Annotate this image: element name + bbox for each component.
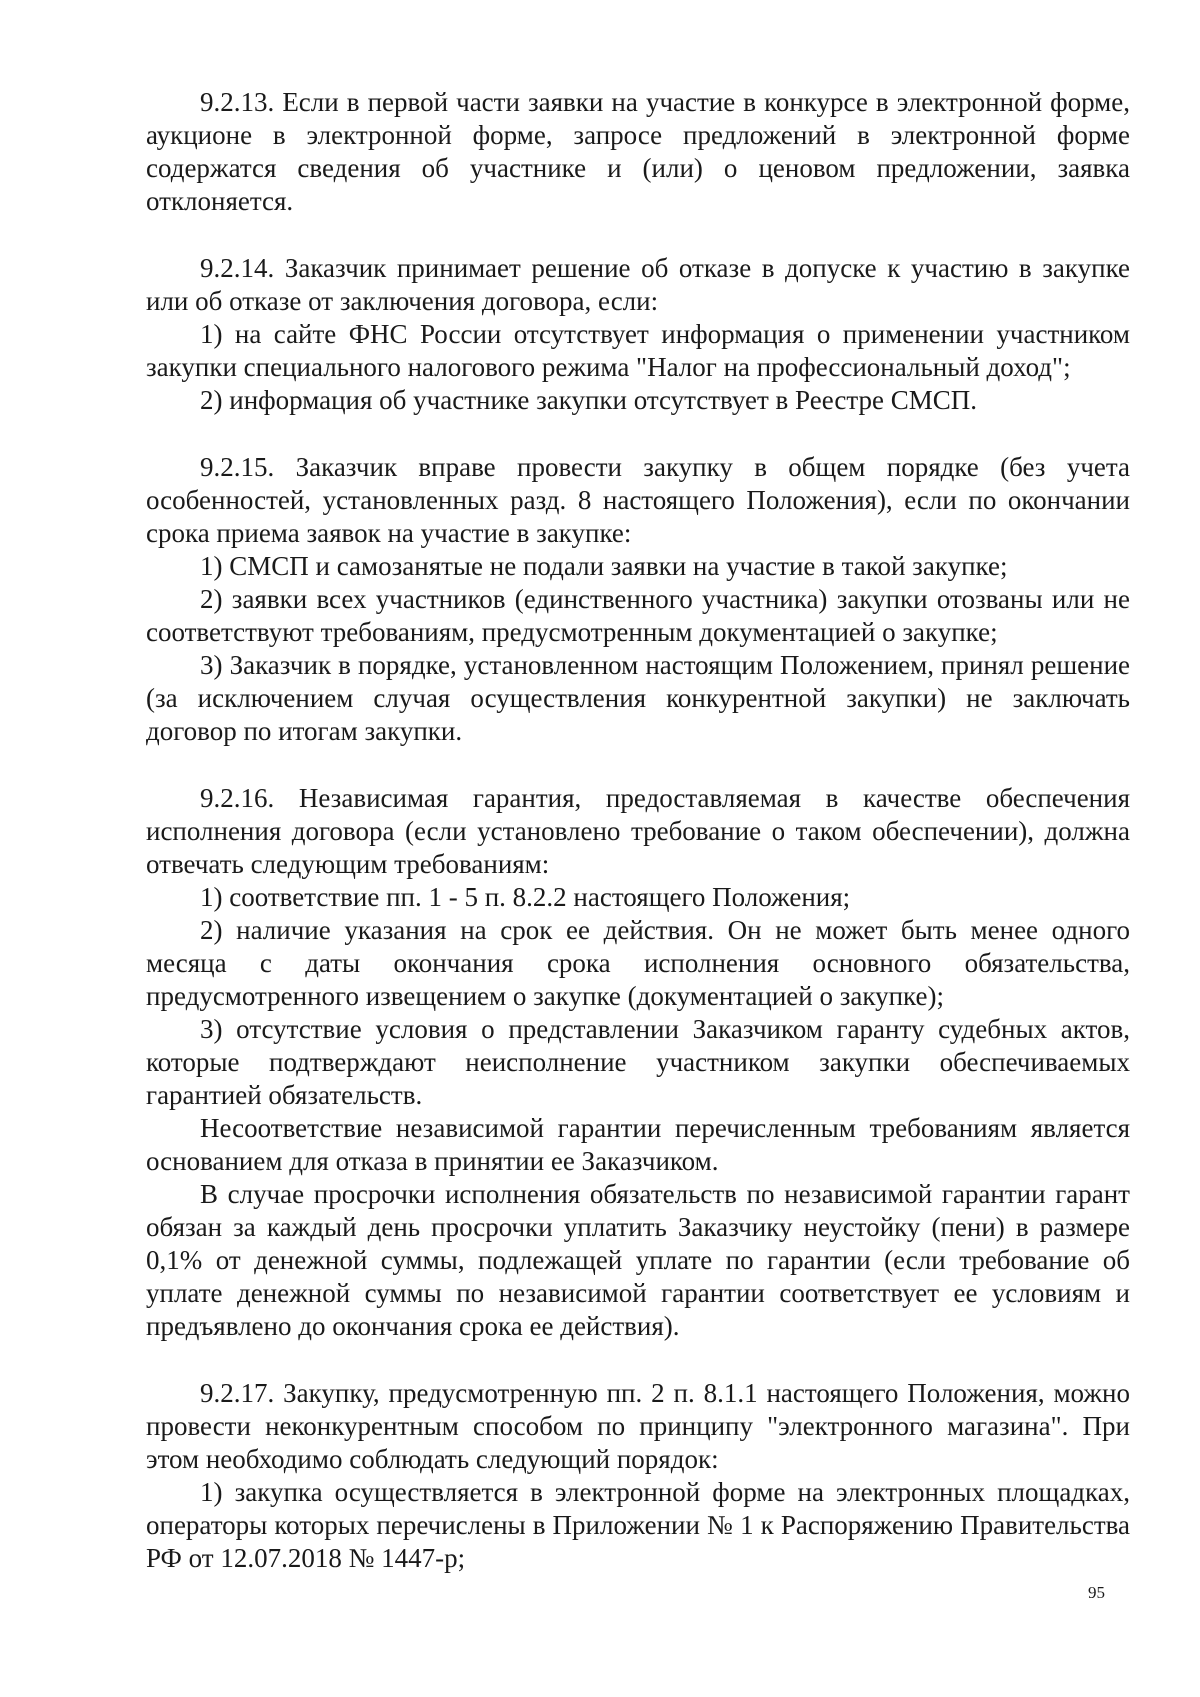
clause-paragraph: 9.2.17. Закупку, предусмотренную пп. 2 п. 8.1.1 настоящего Положения, можно провести неконкурентным способом по принципу "электронного магазина". При этом необходимо соблюдать следующий порядок: xyxy=(146,1378,1130,1474)
list-item-paragraph: 1) соответствие пп. 1 - 5 п. 8.2.2 настоящего Положения; xyxy=(200,882,851,912)
section xyxy=(146,451,1130,748)
section xyxy=(146,252,1130,417)
list-item-paragraph: 2) заявки всех участников (единственного участника) закупки отозваны или не соответствуют требованиям, предусмотренным документацией о закупке; xyxy=(146,584,1130,647)
clause-paragraph: 9.2.14. Заказчик принимает решение об отказе в допуске к участию в закупке или об отказе от заключения договора, если: xyxy=(146,253,1130,316)
clause-paragraph: 9.2.13. Если в первой части заявки на участие в конкурсе в электронной форме, аукционе в электронной форме, запросе предложений в электронной форме содержатся сведения об участнике и (или) о ценовом предложении, заявка отклоняется. xyxy=(146,87,1130,216)
list-item-paragraph: 3) отсутствие условия о представлении Заказчиком гаранту судебных актов, которые подтверждают неисполнение участником закупки обеспечиваемых гарантией обязательств. xyxy=(146,1014,1130,1110)
document-body xyxy=(146,86,1130,1575)
list-item-paragraph: 2) информация об участнике закупки отсутствует в Реестре СМСП. xyxy=(200,385,977,415)
clause-paragraph: 9.2.15. Заказчик вправе провести закупку в общем порядке (без учета особенностей, установленных разд. 8 настоящего Положения), если по окончании срока приема заявок на участие в закупке: xyxy=(146,452,1130,548)
list-item-paragraph: 1) на сайте ФНС России отсутствует информация о применении участником закупки специального налогового режима "Налог на профессиональный доход"; xyxy=(146,319,1130,382)
list-item-paragraph: 2) наличие указания на срок ее действия. Он не может быть менее одного месяца с даты окончания срока исполнения основного обязательства, предусмотренного извещением о закупке (документацией о закупке); xyxy=(146,915,1130,1011)
list-item-paragraph: 1) СМСП и самозанятые не подали заявки на участие в такой закупке; xyxy=(200,551,1008,581)
list-item-paragraph: 3) Заказчик в порядке, установленном настоящим Положением, принял решение (за исключением случая осуществления конкурентной закупки) не заключать договор по итогам закупки. xyxy=(146,650,1130,746)
section xyxy=(146,1377,1130,1575)
page-number: 95 xyxy=(1088,1583,1105,1602)
list-item-paragraph: Несоответствие независимой гарантии перечисленным требованиям является основанием для отказа в принятии ее Заказчиком. xyxy=(146,1113,1130,1176)
clause-paragraph: 9.2.16. Независимая гарантия, предоставляемая в качестве обеспечения исполнения договора (если установлено требование о таком обеспечении), должна отвечать следующим требованиям: xyxy=(146,783,1130,879)
section xyxy=(146,86,1130,218)
list-item-paragraph: 1) закупка осуществляется в электронной форме на электронных площадках, операторы которых перечислены в Приложении № 1 к Распоряжению Правительства РФ от 12.07.2018 № 1447-р; xyxy=(146,1477,1130,1573)
section xyxy=(146,782,1130,1343)
list-item-paragraph: В случае просрочки исполнения обязательств по независимой гарантии гарант обязан за каждый день просрочки уплатить Заказчику неустойку (пени) в размере 0,1% от денежной суммы, подлежащей уплате по гарантии (если требование об уплате денежной суммы по независимой гарантии соответствует ее условиям и предъявлено до окончания срока ее действия). xyxy=(146,1179,1130,1341)
